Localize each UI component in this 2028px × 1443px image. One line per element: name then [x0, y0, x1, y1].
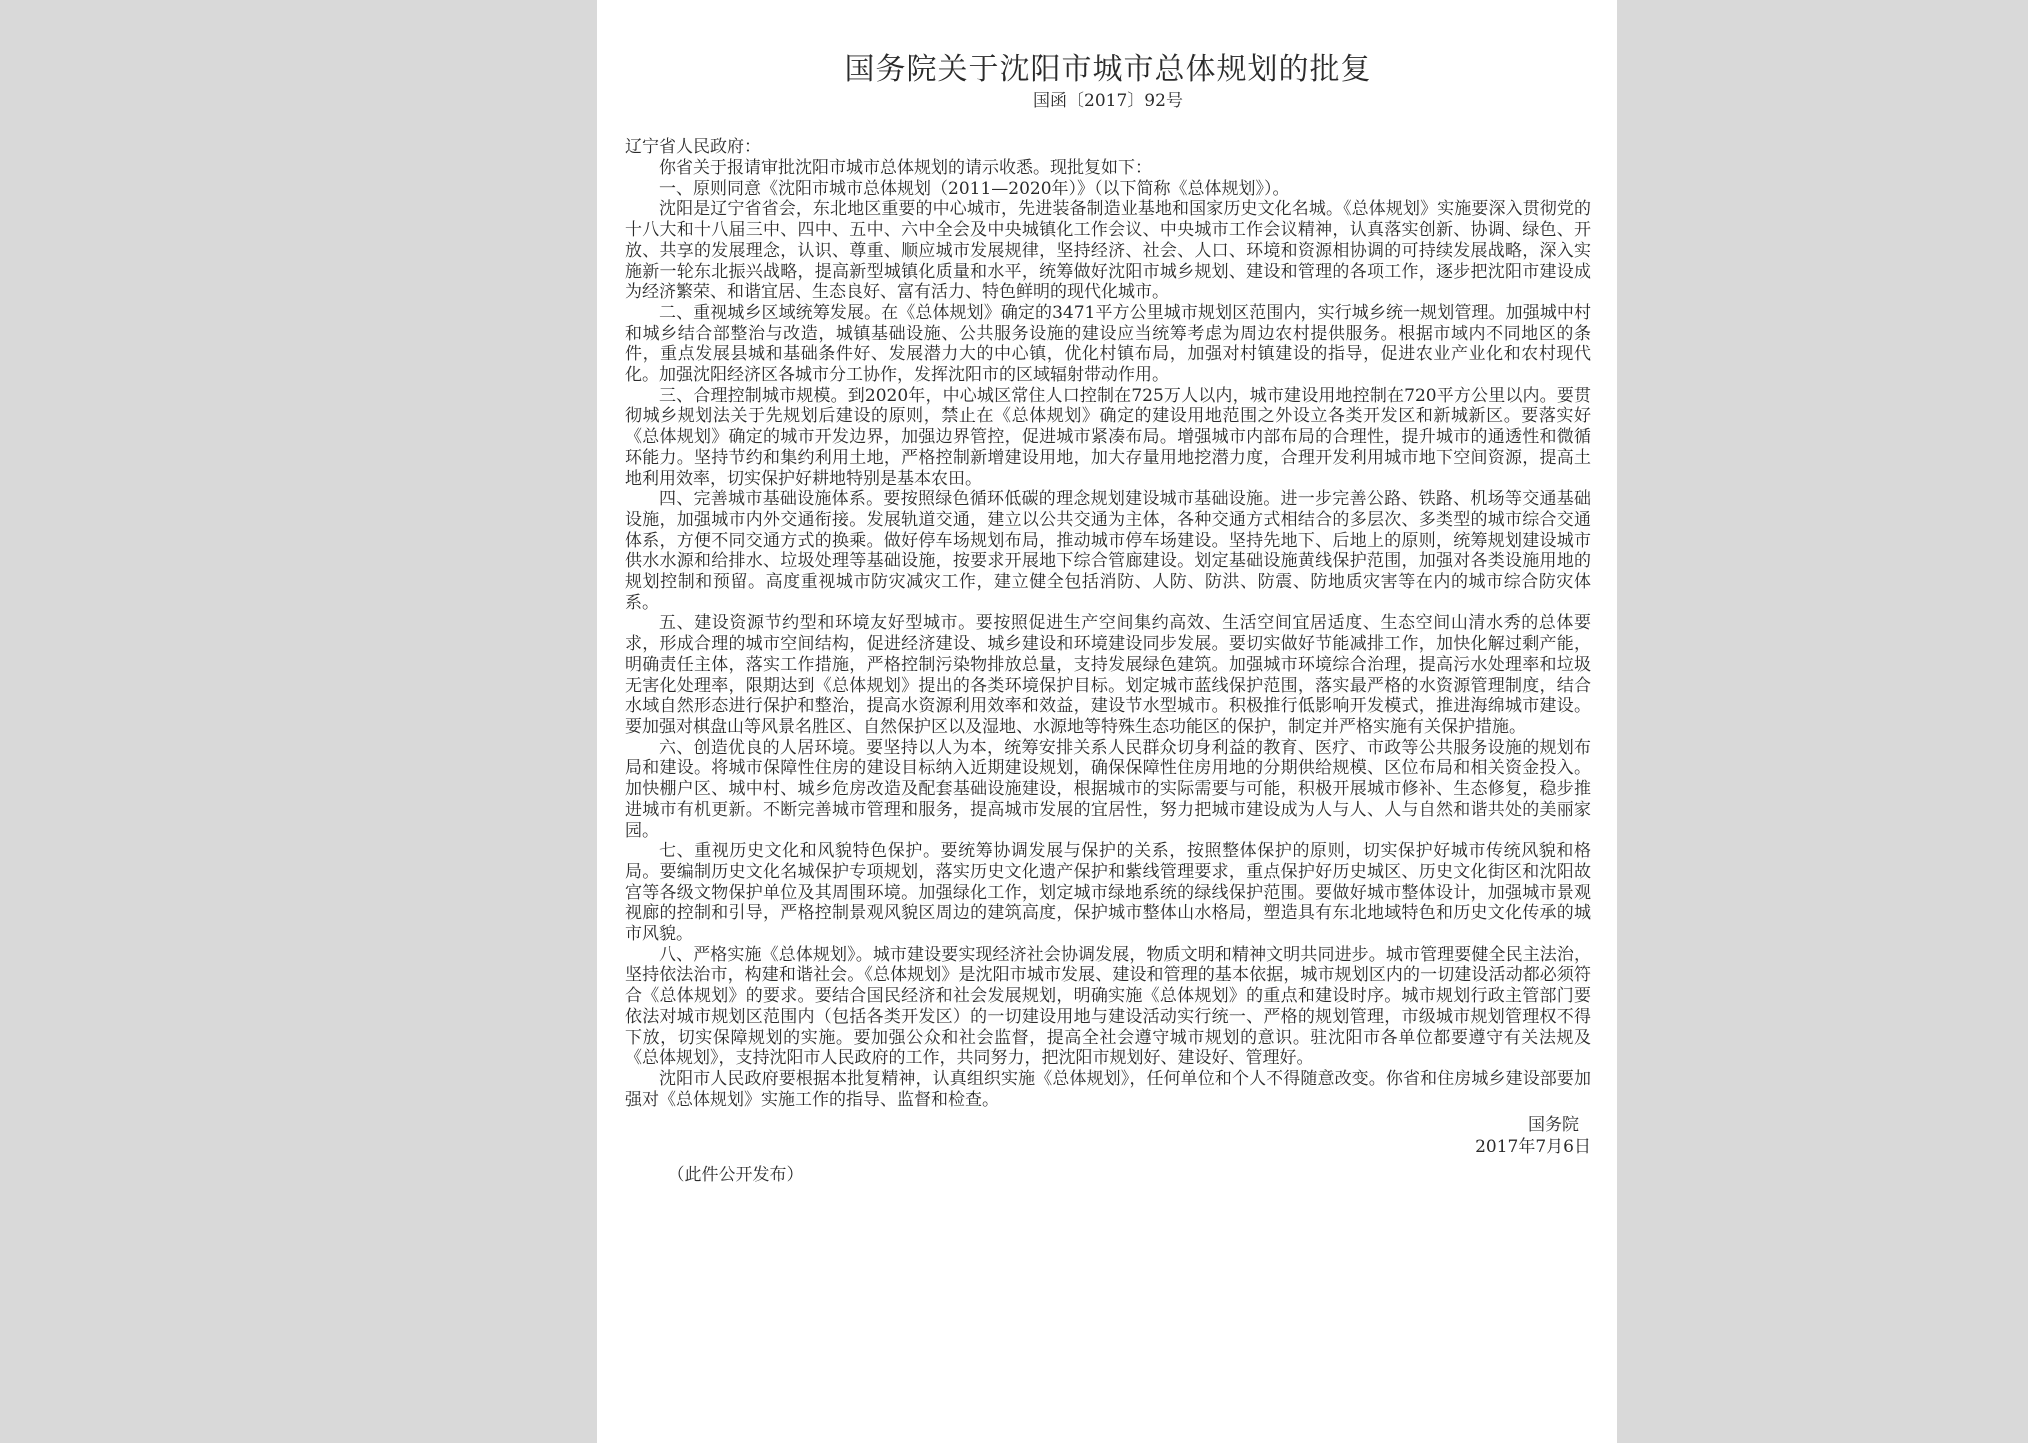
signature-date: 2017年7月6日 — [1475, 1137, 1591, 1158]
paragraph-closing: 沈阳市人民政府要根据本批复精神，认真组织实施《总体规划》，任何单位和个人不得随意改变。你省和住房城乡建设部要加强对《总体规划》实施工作的指导、监督和检查。 — [625, 1068, 1591, 1110]
signature-org: 国务院 — [1528, 1115, 1579, 1136]
paragraph-section-8: 八、严格实施《总体规划》。城市建设要实现经济社会协调发展，物质文明和精神文明共同进步。城市管理要健全民主法治，坚持依法治市，构建和谐社会。《总体规划》是沈阳市城市发展、建设和管理的基本依据，城市规划区内的一切建设活动都必须符合《总体规划》的要求。要结合国民经济和社会发展规划，明确实施《总体规划》的重点和建设时序。城市规划行政主管部门要依法对城市规划区范围内（包括各类开发区）的一切建设用地与建设活动实行统一、严格的规划管理，市级城市规划管理权不得下放，切实保障规划的实施。要加强公众和社会监督，提高全社会遵守城市规划的意识。驻沈阳市各单位都要遵守有关法规及《总体规划》，支持沈阳市人民政府的工作，共同努力，把沈阳市规划好、建设好、管理好。 — [625, 944, 1591, 1069]
document-page — [597, 0, 1617, 1443]
paragraph-section-4: 四、完善城市基础设施体系。要按照绿色循环低碳的理念规划建设城市基础设施。进一步完善公路、铁路、机场等交通基础设施，加强城市内外交通衔接。发展轨道交通，建立以公共交通为主体，各种交通方式相结合的多层次、多类型的城市综合交通体系，方便不同交通方式的换乘。做好停车场规划布局，推动城市停车场建设。坚持先地下、后地上的原则，统筹规划建设城市供水水源和给排水、垃圾处理等基础设施，按要求开展地下综合管廊建设。划定基础设施黄线保护范围，加强对各类设施用地的规划控制和预留。高度重视城市防灾减灾工作，建立健全包括消防、人防、防洪、防震、防地质灾害等在内的城市综合防灾体系。 — [625, 489, 1591, 613]
paragraph-intro: 你省关于报请审批沈阳市城市总体规划的请示收悉。现批复如下： — [659, 158, 1152, 178]
document-number: 国函〔2017〕92号 — [1033, 91, 1183, 111]
paragraph-section-2: 二、重视城乡区域统筹发展。在《总体规划》确定的3471平方公里城市规划区范围内，实行城乡统一规划管理。加强城中村和城乡结合部整治与改造，城镇基础设施、公共服务设施的建设应当统筹考虑为周边农村提供服务。根据市域内不同地区的条件，重点发展县城和基础条件好、发展潜力大的中心镇，优化村镇布局，加强对村镇建设的指导，促进农业产业化和农村现代化。加强沈阳经济区各城市分工协作，发挥沈阳市的区域辐射带动作用。 — [625, 302, 1591, 386]
paragraph-city-positioning: 沈阳是辽宁省省会，东北地区重要的中心城市，先进装备制造业基地和国家历史文化名城。《总体规划》实施要深入贯彻党的十八大和十八届三中、四中、五中、六中全会及中央城镇化工作会议、中央城市工作会议精神，认真落实创新、协调、绿色、开放、共享的发展理念，认识、尊重、顺应城市发展规律，坚持经济、社会、人口、环境和资源相协调的可持续发展战略，深入实施新一轮东北振兴战略，提高新型城镇化质量和水平，统筹做好沈阳市城乡规划、建设和管理的各项工作，逐步把沈阳市建设成为经济繁荣、和谐宜居、生态良好、富有活力、特色鲜明的现代化城市。 — [625, 199, 1591, 303]
document-content — [625, 50, 1591, 1186]
publication-note: （此件公开发布） — [667, 1165, 804, 1186]
addressee: 辽宁省人民政府： — [625, 137, 761, 157]
paragraph-approval: 一、原则同意《沈阳市城市总体规划（2011—2020年）》（以下简称《总体规划》）。 — [659, 178, 1290, 199]
paragraph-section-5: 五、建设资源节约型和环境友好型城市。要按照促进生产空间集约高效、生活空间宜居适度、生态空间山清水秀的总体要求，形成合理的城市空间结构，促进经济建设、城乡建设和环境建设同步发展。要切实做好节能减排工作，加快化解过剩产能，明确责任主体，落实工作措施，严格控制污染物排放总量，支持发展绿色建筑。加强城市环境综合治理，提高污水处理率和垃圾无害化处理率，限期达到《总体规划》提出的各类环境保护目标。划定城市蓝线保护范围，落实最严格的水资源管理制度，结合水域自然形态进行保护和整治，提高水资源利用效率和效益，建设节水型城市。积极推行低影响开发模式，推进海绵城市建设。要加强对棋盘山等风景名胜区、自然保护区以及湿地、水源地等特殊生态功能区的保护，制定并严格实施有关保护措施。 — [625, 613, 1591, 737]
paragraph-section-7: 七、重视历史文化和风貌特色保护。要统筹协调发展与保护的关系，按照整体保护的原则，切实保护好城市传统风貌和格局。要编制历史文化名城保护专项规划，落实历史文化遗产保护和紫线管理要求，重点保护好历史城区、历史文化街区和沈阳故宫等各级文物保护单位及其周围环境。加强绿化工作，划定城市绿地系统的绿线保护范围。要做好城市整体设计，加强城市景观视廊的控制和引导，严格控制景观风貌区周边的建筑高度，保护城市整体山水格局，塑造具有东北地域特色和历史文化传承的城市风貌。 — [625, 841, 1591, 945]
paragraph-section-6: 六、创造优良的人居环境。要坚持以人为本，统筹安排关系人民群众切身利益的教育、医疗、市政等公共服务设施的规划布局和建设。将城市保障性住房的建设目标纳入近期建设规划，确保保障性住房用地的分期供给规模、区位布局和相关资金投入。加快棚户区、城中村、城乡危房改造及配套基础设施建设，根据城市的实际需要与可能，积极开展城市修补、生态修复，稳步推进城市有机更新。不断完善城市管理和服务，提高城市发展的宜居性，努力把城市建设成为人与人、人与自然和谐共处的美丽家园。 — [625, 737, 1591, 841]
document-title: 国务院关于沈阳市城市总体规划的批复 — [844, 52, 1372, 87]
paragraph-section-3: 三、合理控制城市规模。到2020年，中心城区常住人口控制在725万人以内，城市建设用地控制在720平方公里以内。要贯彻城乡规划法关于先规划后建设的原则，禁止在《总体规划》确定的建设用地范围之外设立各类开发区和新城新区。要落实好《总体规划》确定的城市开发边界，加强边界管控，促进城市紧凑布局。增强城市内部布局的合理性，提升城市的通透性和微循环能力。坚持节约和集约利用土地，严格控制新增建设用地，加大存量用地挖潜力度，合理开发利用城市地下空间资源，提高土地利用效率，切实保护好耕地特别是基本农田。 — [625, 385, 1591, 489]
